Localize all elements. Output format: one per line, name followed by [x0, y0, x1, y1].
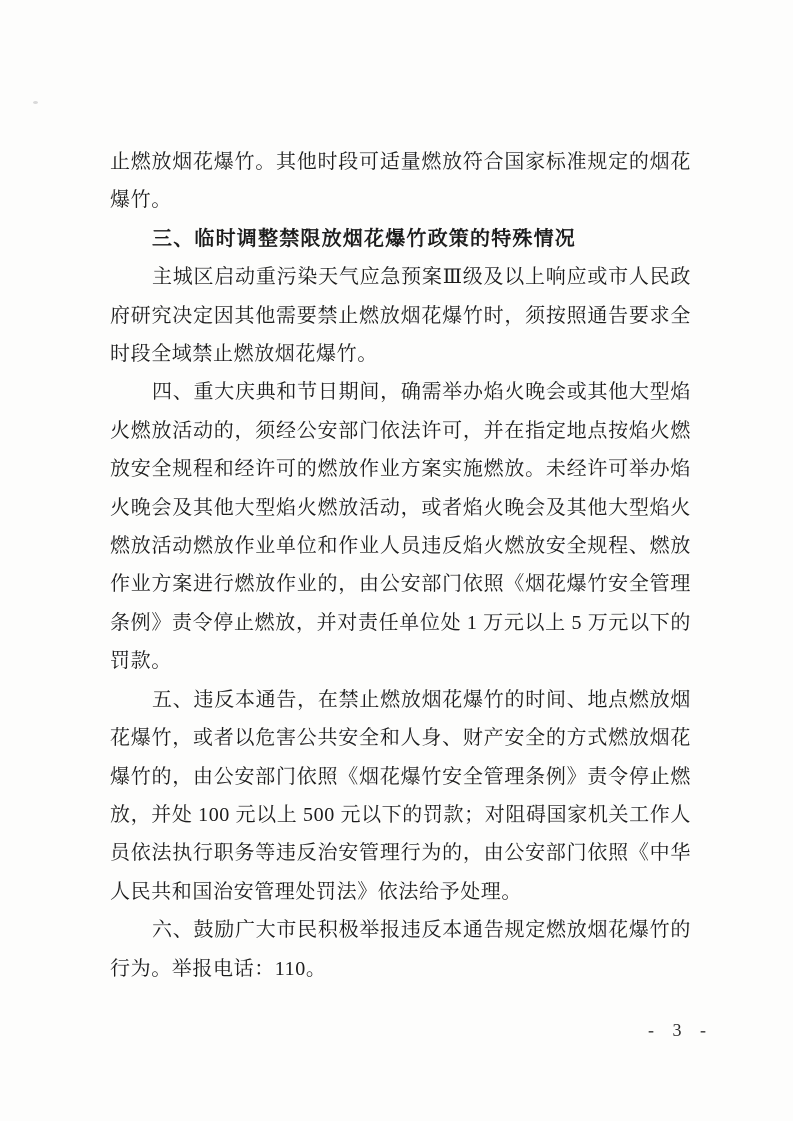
- section-5-paragraph: 五、违反本通告，在禁止燃放烟花爆竹的时间、地点燃放烟花爆竹，或者以危害公共安全和人身、财产安全的方式燃放烟花爆竹的，由公安部门依照《烟花爆竹安全管理条例》责令停止燃放，并处 100 元以上 500 元以下的罚款；对阻碍国家机关工作人员依法执行职务等违反治安管理行为的，由公安部门依照《中华人民共和国治安管理处罚法》依法给予处理。: [110, 688, 691, 903]
- section-4-paragraph: 四、重大庆典和节日期间，确需举办焰火晚会或其他大型焰火燃放活动的，须经公安部门依法许可，并在指定地点按焰火燃放安全规程和经许可的燃放作业方案实施燃放。未经许可举办焰火晚会及其他大型焰火燃放活动，或者焰火晚会及其他大型焰火燃放活动燃放作业单位和作业人员违反焰火燃放安全规程、燃放作业方案进行燃放作业的，由公安部门依照《烟花爆竹安全管理条例》责令停止燃放，并对责任单位处 1 万元以上 5 万元以下的罚款。: [110, 381, 691, 673]
- text-block: [110, 143, 691, 988]
- page-number: - 3 -: [648, 1020, 713, 1040]
- section-3-heading: 三、临时调整禁限放烟花爆竹政策的特殊情况: [152, 227, 576, 250]
- section-6-paragraph: 六、鼓励广大市民积极举报违反本通告规定燃放烟花爆竹的行为。举报电话：110。: [110, 919, 691, 980]
- section-3-paragraph: 主城区启动重污染天气应急预案Ⅲ级及以上响应或市人民政府研究决定因其他需要禁止燃放烟花爆竹时，须按照通告要求全时段全域禁止燃放烟花爆竹。: [110, 266, 691, 366]
- scan-speck: [33, 101, 38, 104]
- paragraph-continuation: 止燃放烟花爆竹。其他时段可适量燃放符合国家标准规定的烟花爆竹。: [110, 151, 691, 212]
